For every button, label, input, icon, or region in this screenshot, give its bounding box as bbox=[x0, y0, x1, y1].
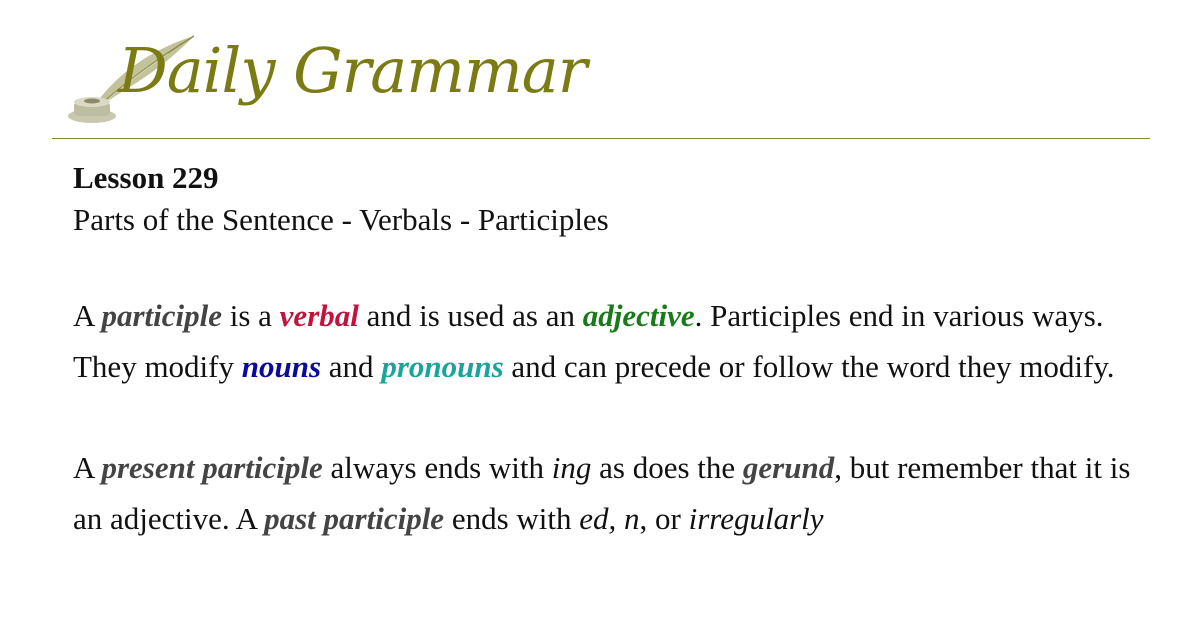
text-run: as does the bbox=[591, 449, 743, 485]
lesson-content bbox=[73, 158, 1133, 594]
paragraph-participle-types bbox=[73, 442, 1133, 544]
term-pronouns: pronouns bbox=[381, 348, 504, 384]
term-past-participle: past participle bbox=[264, 500, 445, 536]
lesson-subtitle: Parts of the Sentence - Verbals - Participles bbox=[73, 202, 609, 238]
suffix-ed-n: ed, n bbox=[579, 500, 640, 536]
word-irregularly: irregularly bbox=[688, 500, 824, 536]
text-run: and is used as an bbox=[358, 297, 583, 333]
text-run: always ends with bbox=[322, 449, 552, 485]
text-run: A bbox=[73, 297, 102, 333]
term-gerund: gerund bbox=[742, 449, 835, 485]
lesson-title: Lesson 229 bbox=[73, 160, 219, 195]
term-participle: participle bbox=[101, 297, 222, 333]
text-run: ends with bbox=[444, 500, 580, 536]
header-divider bbox=[52, 138, 1150, 139]
term-verbal: verbal bbox=[279, 297, 359, 333]
paragraph-definition bbox=[73, 290, 1133, 392]
text-run: and can precede or follow the word they modify. bbox=[503, 348, 1115, 384]
suffix-ing: ing bbox=[551, 449, 592, 485]
term-present-participle: present participle bbox=[101, 449, 323, 485]
text-run: and bbox=[321, 348, 382, 384]
term-adjective: adjective bbox=[582, 297, 695, 333]
term-nouns: nouns bbox=[241, 348, 322, 384]
text-run: is a bbox=[221, 297, 280, 333]
text-run: . Participles end in various ways. They modify bbox=[73, 297, 1104, 384]
text-run: A bbox=[73, 449, 102, 485]
text-run: , but remember that it is an adjective. A bbox=[73, 449, 1131, 536]
text-run: , or bbox=[639, 500, 689, 536]
site-logo-text[interactable]: Daily Grammar bbox=[118, 34, 587, 107]
site-header bbox=[52, 26, 1150, 138]
